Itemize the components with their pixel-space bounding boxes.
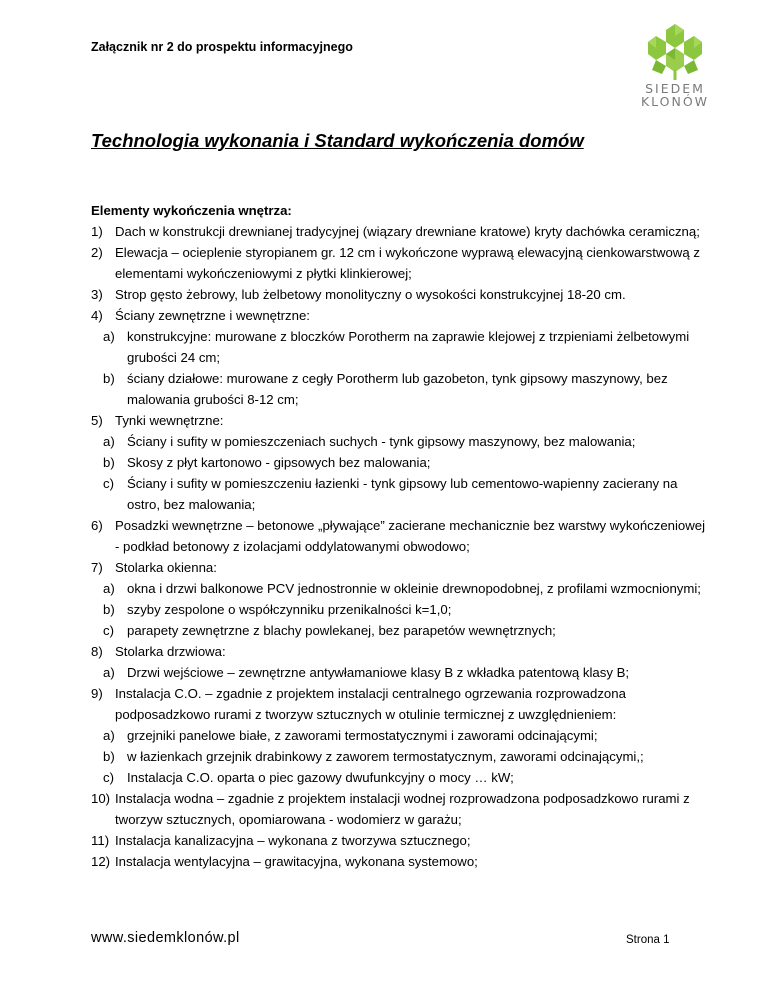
list-item-text: Elewacja – ocieplenie styropianem gr. 12 cm i wykończone wyprawą elewacyjną cienkowarstwową z elementami wykończeniowymi z płytki klinkierowej; — [115, 245, 700, 281]
logo-text-line2: KLONÓW — [640, 94, 710, 109]
sub-list-item — [91, 368, 711, 410]
list-item — [91, 221, 711, 242]
sub-list-item — [91, 746, 711, 767]
sub-list-item-letter: a) — [103, 329, 115, 344]
list-item-number: 11) — [91, 833, 110, 848]
list-item-text: Dach w konstrukcji drewnianej tradycyjnej (wiązary drewniane kratowe) kryty dachówka ceramiczną; — [115, 224, 700, 239]
list-item-number: 8) — [91, 644, 103, 659]
list-item — [91, 830, 711, 851]
company-logo — [630, 20, 720, 120]
logo-text-line1: SIEDEM — [645, 81, 705, 96]
list-item-number: 9) — [91, 686, 103, 701]
list-item — [91, 641, 711, 662]
sub-list-item-letter: c) — [103, 476, 114, 491]
sub-list-item — [91, 473, 711, 515]
list-item-text: Ściany zewnętrzne i wewnętrzne: — [115, 308, 310, 323]
sub-list-item — [91, 662, 711, 683]
list-item-text: Tynki wewnętrzne: — [115, 413, 224, 428]
list-item-number: 4) — [91, 308, 103, 323]
sub-list-item-text: szyby zespolone o współczynniku przenikalności k=1,0; — [127, 602, 452, 617]
sub-list-item-text: Ściany i sufity w pomieszczeniach suchych - tynk gipsowy maszynowy, bez malowania; — [127, 434, 636, 449]
list-item-text: Instalacja wentylacyjna – grawitacyjna, wykonana systemowo; — [115, 854, 478, 869]
sub-list-item-letter: c) — [103, 770, 114, 785]
sub-list-item — [91, 767, 711, 788]
list-item-number: 2) — [91, 245, 103, 260]
sub-list-item-letter: b) — [103, 455, 115, 470]
document-title: Technologia wykonania i Standard wykończenia domów — [91, 130, 584, 151]
items-list — [91, 221, 711, 872]
sub-list-item — [91, 326, 711, 368]
page-number: Strona 1 — [626, 934, 670, 946]
footer-url: www.siedemklonów.pl — [91, 930, 240, 946]
list-item-text: Posadzki wewnętrzne – betonowe „pływające” zacierane mechanicznie bez warstwy wykończeniowej - podkład betonowy z izolacjami oddylatowanymi obwodowo; — [115, 518, 706, 554]
sub-list-item-letter: a) — [103, 581, 115, 596]
document-body — [91, 200, 711, 872]
list-item-number: 7) — [91, 560, 103, 575]
sub-list-item — [91, 620, 711, 641]
header-note: Załącznik nr 2 do prospektu informacyjnego — [91, 40, 353, 54]
sub-list-item-letter: c) — [103, 623, 114, 638]
list-item-number: 10) — [91, 791, 111, 806]
sub-list-item — [91, 578, 711, 599]
sub-list-item-letter: b) — [103, 602, 115, 617]
list-item-number: 1) — [91, 224, 103, 239]
sub-list-item-letter: a) — [103, 728, 115, 743]
list-item-text: Stolarka okienna: — [115, 560, 217, 575]
sub-list-item-text: Drzwi wejściowe – zewnętrzne antywłamaniowe klasy B z wkładka patentową klasy B; — [127, 665, 630, 680]
sub-list-item-text: parapety zewnętrzne z blachy powlekanej, bez parapetów wewnętrznych; — [127, 623, 556, 638]
list-item-text: Instalacja kanalizacyjna – wykonana z tworzywa sztucznego; — [115, 833, 471, 848]
list-item — [91, 515, 711, 557]
sub-list-item-letter: a) — [103, 665, 115, 680]
sub-list-item-text: w łazienkach grzejnik drabinkowy z zaworem termostatycznym, zaworami odcinającymi,; — [127, 749, 644, 764]
list-item — [91, 557, 711, 578]
list-item — [91, 788, 711, 830]
sub-list-item-letter: b) — [103, 371, 115, 386]
sub-list-item-text: grzejniki panelowe białe, z zaworami termostatycznymi i zaworami odcinającymi; — [127, 728, 598, 743]
sub-list-item-text: konstrukcyjne: murowane z bloczków Porotherm na zaprawie klejowej z trzpieniami żelbetowymi grubości 24 cm; — [127, 329, 690, 365]
sub-list-item-text: okna i drzwi balkonowe PCV jednostronnie w okleinie drewnopodobnej, z profilami wzmocnionymi; — [127, 581, 701, 596]
list-item-text: Strop gęsto żebrowy, lub żelbetowy monolityczny o wysokości konstrukcyjnej 18-20 cm. — [115, 287, 626, 302]
list-item — [91, 410, 711, 431]
list-item — [91, 683, 711, 725]
sub-list-item-text: Instalacja C.O. oparta o piec gazowy dwufunkcyjny o mocy … kW; — [127, 770, 514, 785]
sub-list-item-text: ściany działowe: murowane z cegły Porotherm lub gazobeton, tynk gipsowy maszynowy, bez malowania grubości 8-12 cm; — [127, 371, 668, 407]
list-item — [91, 242, 711, 284]
list-item — [91, 284, 711, 305]
list-item-number: 12) — [91, 854, 111, 869]
list-item-text: Instalacja wodna – zgadnie z projektem instalacji wodnej rozprowadzona podposadzkowo rurami z tworzyw sztucznych, opomiarowana - wodomierz w garażu; — [115, 791, 690, 827]
list-item-text: Instalacja C.O. – zgadnie z projektem instalacji centralnego ogrzewania rozprowadzona podposadzkowo rurami z tworzyw sztucznych w otulinie termicznej z uwzględnieniem: — [115, 686, 626, 722]
list-item-number: 3) — [91, 287, 103, 302]
sub-list-item-letter: a) — [103, 434, 115, 449]
maple-leaf-logo-icon — [644, 20, 706, 82]
list-item — [91, 305, 711, 326]
sub-list-item-text: Ściany i sufity w pomieszczeniu łazienki - tynk gipsowy lub cementowo-wapienny zacierany na ostro, bez malowania; — [127, 476, 678, 512]
list-item-number: 6) — [91, 518, 103, 533]
list-item-text: Stolarka drzwiowa: — [115, 644, 226, 659]
list-item-number: 5) — [91, 413, 103, 428]
sub-list-item-letter: b) — [103, 749, 115, 764]
sub-list-item — [91, 725, 711, 746]
sub-list-item-text: Skosy z płyt kartonowo - gipsowych bez malowania; — [127, 455, 431, 470]
section-heading: Elementy wykończenia wnętrza: — [91, 203, 292, 218]
sub-list-item — [91, 599, 711, 620]
sub-list-item — [91, 431, 711, 452]
sub-list-item — [91, 452, 711, 473]
list-item — [91, 851, 711, 872]
